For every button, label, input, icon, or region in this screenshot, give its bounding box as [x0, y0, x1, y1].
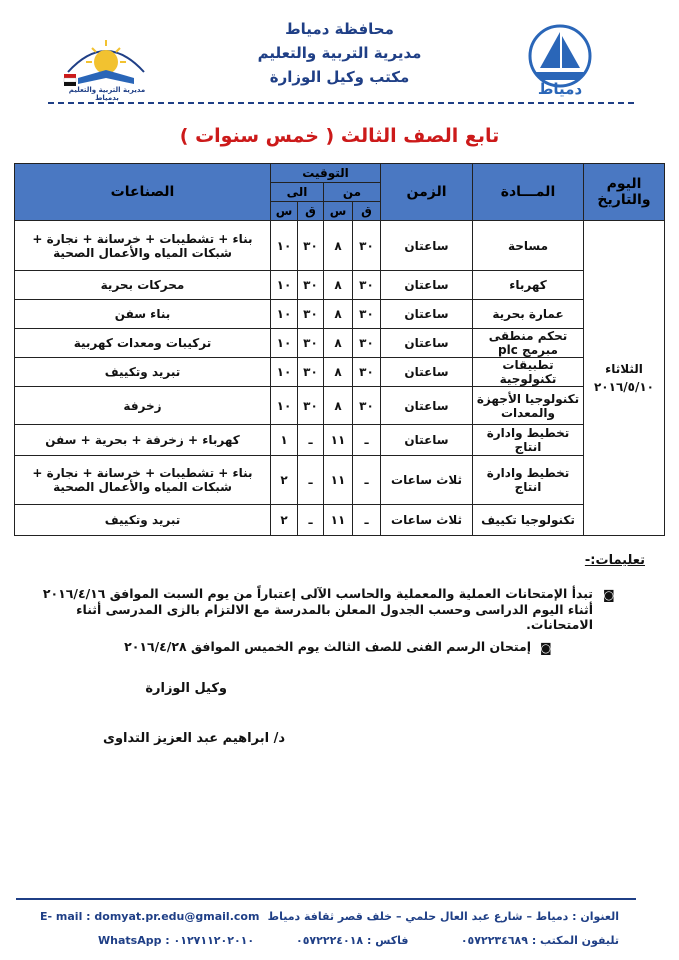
to-hour-cell: ١٠ — [271, 329, 298, 358]
bullet-icon: ◙ — [540, 641, 552, 655]
duration-cell: ساعتان — [381, 271, 473, 300]
trades-cell: زخرفة — [15, 387, 271, 425]
duration-cell: ثلاث ساعات — [381, 505, 473, 536]
signature-role: وكيل الوزارة — [145, 681, 227, 696]
from-minute-cell: ٣٠ — [353, 329, 381, 358]
header-divider — [48, 102, 634, 104]
from-hour-cell: ٨ — [324, 358, 353, 387]
from-hour-cell: ٨ — [324, 387, 353, 425]
logo-caption: مديرية التربية والتعليم بدمياط — [68, 86, 146, 102]
footer-whatsapp: WhatsApp : ٠١٢٧١١٢٠٢٠١٠ — [98, 934, 255, 947]
damietta-logo — [516, 22, 604, 100]
from-minute-cell: ٣٠ — [353, 387, 381, 425]
table-row — [15, 271, 665, 300]
trades-cell: تركيبات ومعدات كهربية — [15, 329, 271, 358]
from-hour-cell: ٨ — [324, 221, 353, 271]
footer-phone: تليفون المكتب : ٠٥٧٢٢٣٤٦٨٩ — [460, 934, 619, 947]
exam-schedule-table — [14, 163, 665, 536]
trades-cell: تبريد وتكييف — [15, 358, 271, 387]
subject-cell: تحكم منطقى مبرمج plc — [473, 329, 584, 358]
to-minute-cell: ٣٠ — [298, 300, 324, 329]
duration-header: الزمن — [381, 164, 473, 221]
day-header: اليوم والتاريخ — [584, 164, 665, 221]
trades-header: الصناعات — [15, 164, 271, 221]
trades-cell: كهرباء + زخرفة + بحرية + سفن — [15, 425, 271, 456]
footer-address: العنوان : دمياط – شارع عبد العال حلمي – خلف قصر ثقافة دمياط — [267, 910, 619, 923]
table-row — [15, 456, 665, 505]
footer-divider — [16, 898, 636, 900]
to-hour-cell: ١٠ — [271, 221, 298, 271]
from-minute-cell: ـ — [353, 505, 381, 536]
subject-cell: تكنولوجيا تكييف — [473, 505, 584, 536]
to-minute-cell: ٣٠ — [298, 329, 324, 358]
from-hour-cell: ١١ — [324, 505, 353, 536]
to-hour-cell: ١٠ — [271, 271, 298, 300]
duration-cell: ساعتان — [381, 425, 473, 456]
governorate-line: محافظة دمياط — [285, 20, 394, 38]
table-row — [15, 425, 665, 456]
to-minute-cell: ـ — [298, 456, 324, 505]
to-hour-cell: ٢ — [271, 456, 298, 505]
duration-cell: ساعتان — [381, 358, 473, 387]
table-row — [15, 329, 665, 358]
table-row — [15, 358, 665, 387]
to-minute-cell: ـ — [298, 425, 324, 456]
to-hour-cell: ١ — [271, 425, 298, 456]
logo-caption-right: دمياط — [537, 80, 583, 98]
from-hour-cell: ٨ — [324, 300, 353, 329]
from-header: من — [324, 183, 381, 202]
trades-cell: بناء + تشطيبات + خرسانة + نجارة + شبكات المياه والأعمال الصحية — [15, 456, 271, 505]
duration-cell: ساعتان — [381, 300, 473, 329]
duration-cell: ساعتان — [381, 221, 473, 271]
subject-cell: كهرباء — [473, 271, 584, 300]
subject-cell: تكنولوجيا الأجهزة والمعدات — [473, 387, 584, 425]
trades-cell: تبريد وتكييف — [15, 505, 271, 536]
table-row — [15, 221, 665, 271]
signature-name: د/ ابراهيم عبد العزيز التداوى — [103, 731, 285, 746]
trades-cell: بناء سفن — [15, 300, 271, 329]
duration-cell: ثلاث ساعات — [381, 456, 473, 505]
instruction-1-line-2: أثناء اليوم الدراسى وحسب الجدول المعلن بالمدرسة مع الالتزام بالزى المدرسى أثناء الامتحانات. — [76, 602, 593, 632]
trades-cell: بناء + تشطيبات + خرسانة + نجارة + شبكات المياه والأعمال الصحية — [15, 221, 271, 271]
to-minute-header: ق — [298, 202, 324, 221]
instruction-1-line-1: تبدأ الإمتحانات العملية والمعملية والحاسب الآلى إعتباراً من يوم السبت الموافق ٢٠١٦/٤/١٦ — [42, 586, 593, 601]
day-cell: الثلاثاء ٢٠١٦/٥/١٠ — [584, 221, 665, 536]
to-hour-header: س — [271, 202, 298, 221]
table-row — [15, 505, 665, 536]
to-hour-cell: ٢ — [271, 505, 298, 536]
page-title: تابع الصف الثالث ( خمس سنوات ) — [179, 125, 500, 147]
subject-cell: تطبيقات تكنولوجية — [473, 358, 584, 387]
to-hour-cell: ١٠ — [271, 387, 298, 425]
from-minute-cell: ـ — [353, 425, 381, 456]
from-minute-cell: ـ — [353, 456, 381, 505]
instruction-2: إمتحان الرسم الفنى للصف الثالث يوم الخميس الموافق ٢٠١٦/٤/٢٨ — [124, 639, 531, 654]
duration-cell: ساعتان — [381, 387, 473, 425]
to-minute-cell: ـ — [298, 505, 324, 536]
footer-fax: فاكس : ٠٥٧٢٢٢٤٠١٨ — [296, 934, 409, 947]
trades-cell: محركات بحرية — [15, 271, 271, 300]
to-minute-cell: ٣٠ — [298, 387, 324, 425]
from-hour-cell: ١١ — [324, 425, 353, 456]
subject-cell: تخطيط وادارة انتاج — [473, 425, 584, 456]
instructions-title: تعليمات:- — [584, 553, 645, 568]
to-header: الى — [271, 183, 324, 202]
subject-cell: تخطيط وادارة انتاج — [473, 456, 584, 505]
subject-header: المـــادة — [473, 164, 584, 221]
duration-cell: ساعتان — [381, 329, 473, 358]
from-minute-cell: ٣٠ — [353, 358, 381, 387]
to-hour-cell: ١٠ — [271, 358, 298, 387]
from-hour-cell: ٨ — [324, 329, 353, 358]
from-minute-cell: ٣٠ — [353, 300, 381, 329]
to-hour-cell: ١٠ — [271, 300, 298, 329]
from-hour-header: س — [324, 202, 353, 221]
bullet-icon: ◙ — [603, 588, 615, 602]
to-minute-cell: ٣٠ — [298, 358, 324, 387]
table-row — [15, 300, 665, 329]
from-hour-cell: ١١ — [324, 456, 353, 505]
to-minute-cell: ٣٠ — [298, 271, 324, 300]
subject-cell: عمارة بحرية — [473, 300, 584, 329]
from-hour-cell: ٨ — [324, 271, 353, 300]
office-line: مكتب وكيل الوزارة — [269, 68, 410, 86]
timing-header: التوقيت — [271, 164, 381, 183]
from-minute-header: ق — [353, 202, 381, 221]
subject-cell: مساحة — [473, 221, 584, 271]
directorate-line: مديرية التربية والتعليم — [257, 44, 422, 62]
to-minute-cell: ٣٠ — [298, 221, 324, 271]
from-minute-cell: ٣٠ — [353, 221, 381, 271]
table-row — [15, 387, 665, 425]
footer-email: E- mail : domyat.pr.edu@gmail.com — [40, 910, 260, 923]
from-minute-cell: ٣٠ — [353, 271, 381, 300]
